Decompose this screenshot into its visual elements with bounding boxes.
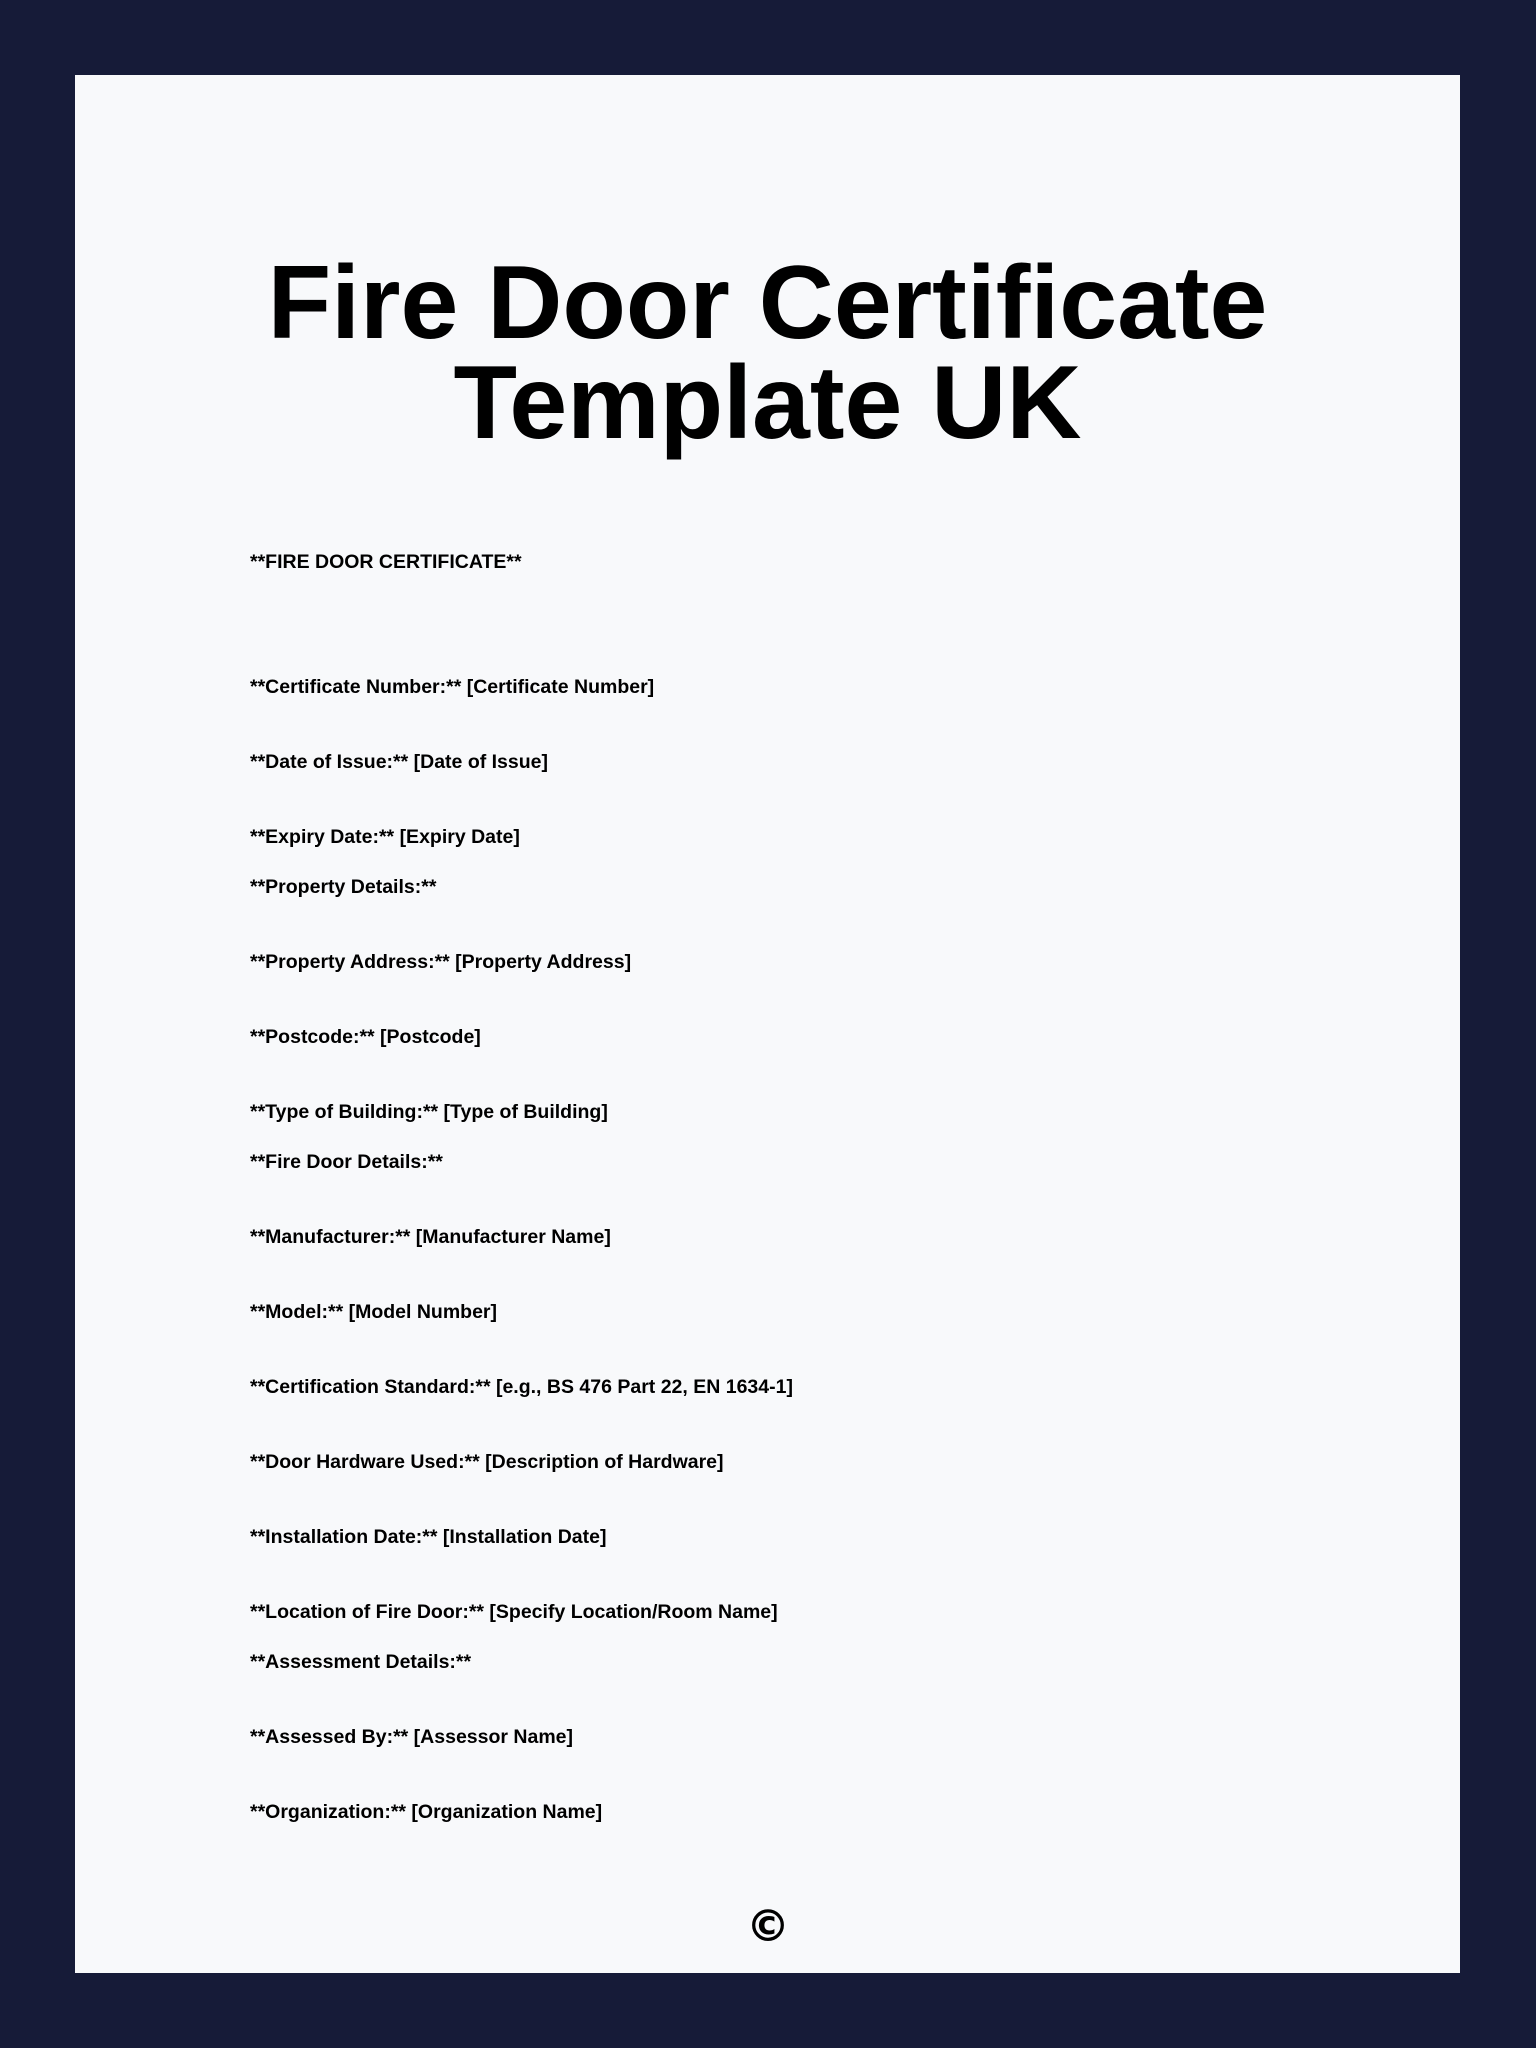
model-line: **Model:** [Model Number]	[250, 1301, 498, 1323]
certificate-number-line: **Certificate Number:** [Certificate Number]	[250, 676, 655, 698]
type-of-building-line: **Type of Building:** [Type of Building]	[250, 1101, 608, 1123]
organization-line: **Organization:** [Organization Name]	[250, 1801, 603, 1823]
certification-standard-line: **Certification Standard:** [e.g., BS 476 Part 22, EN 1634-1]	[250, 1376, 793, 1398]
expiry-date-line: **Expiry Date:** [Expiry Date]	[250, 826, 520, 848]
door-hardware-line: **Door Hardware Used:** [Description of Hardware]	[250, 1451, 724, 1473]
manufacturer-line: **Manufacturer:** [Manufacturer Name]	[250, 1226, 611, 1248]
document-page	[75, 75, 1460, 1973]
document-title	[75, 245, 1460, 461]
installation-date-line: **Installation Date:** [Installation Date]	[250, 1526, 607, 1548]
copyright-icon: ©	[746, 1901, 790, 1952]
assessment-details-heading: **Assessment Details:**	[250, 1651, 472, 1673]
assessed-by-line: **Assessed By:** [Assessor Name]	[250, 1726, 573, 1748]
date-of-issue-line: **Date of Issue:** [Date of Issue]	[250, 751, 548, 773]
property-address-line: **Property Address:** [Property Address]	[250, 951, 632, 973]
postcode-line: **Postcode:** [Postcode]	[250, 1026, 481, 1048]
property-details-heading: **Property Details:**	[250, 876, 437, 898]
location-of-fire-door-line: **Location of Fire Door:** [Specify Location/Room Name]	[250, 1601, 778, 1623]
fire-door-details-heading: **Fire Door Details:**	[250, 1151, 443, 1173]
title-line-1: Fire Door Certificate	[267, 245, 1268, 361]
title-line-2: Template UK	[453, 345, 1082, 461]
certificate-heading: **FIRE DOOR CERTIFICATE**	[250, 551, 522, 573]
